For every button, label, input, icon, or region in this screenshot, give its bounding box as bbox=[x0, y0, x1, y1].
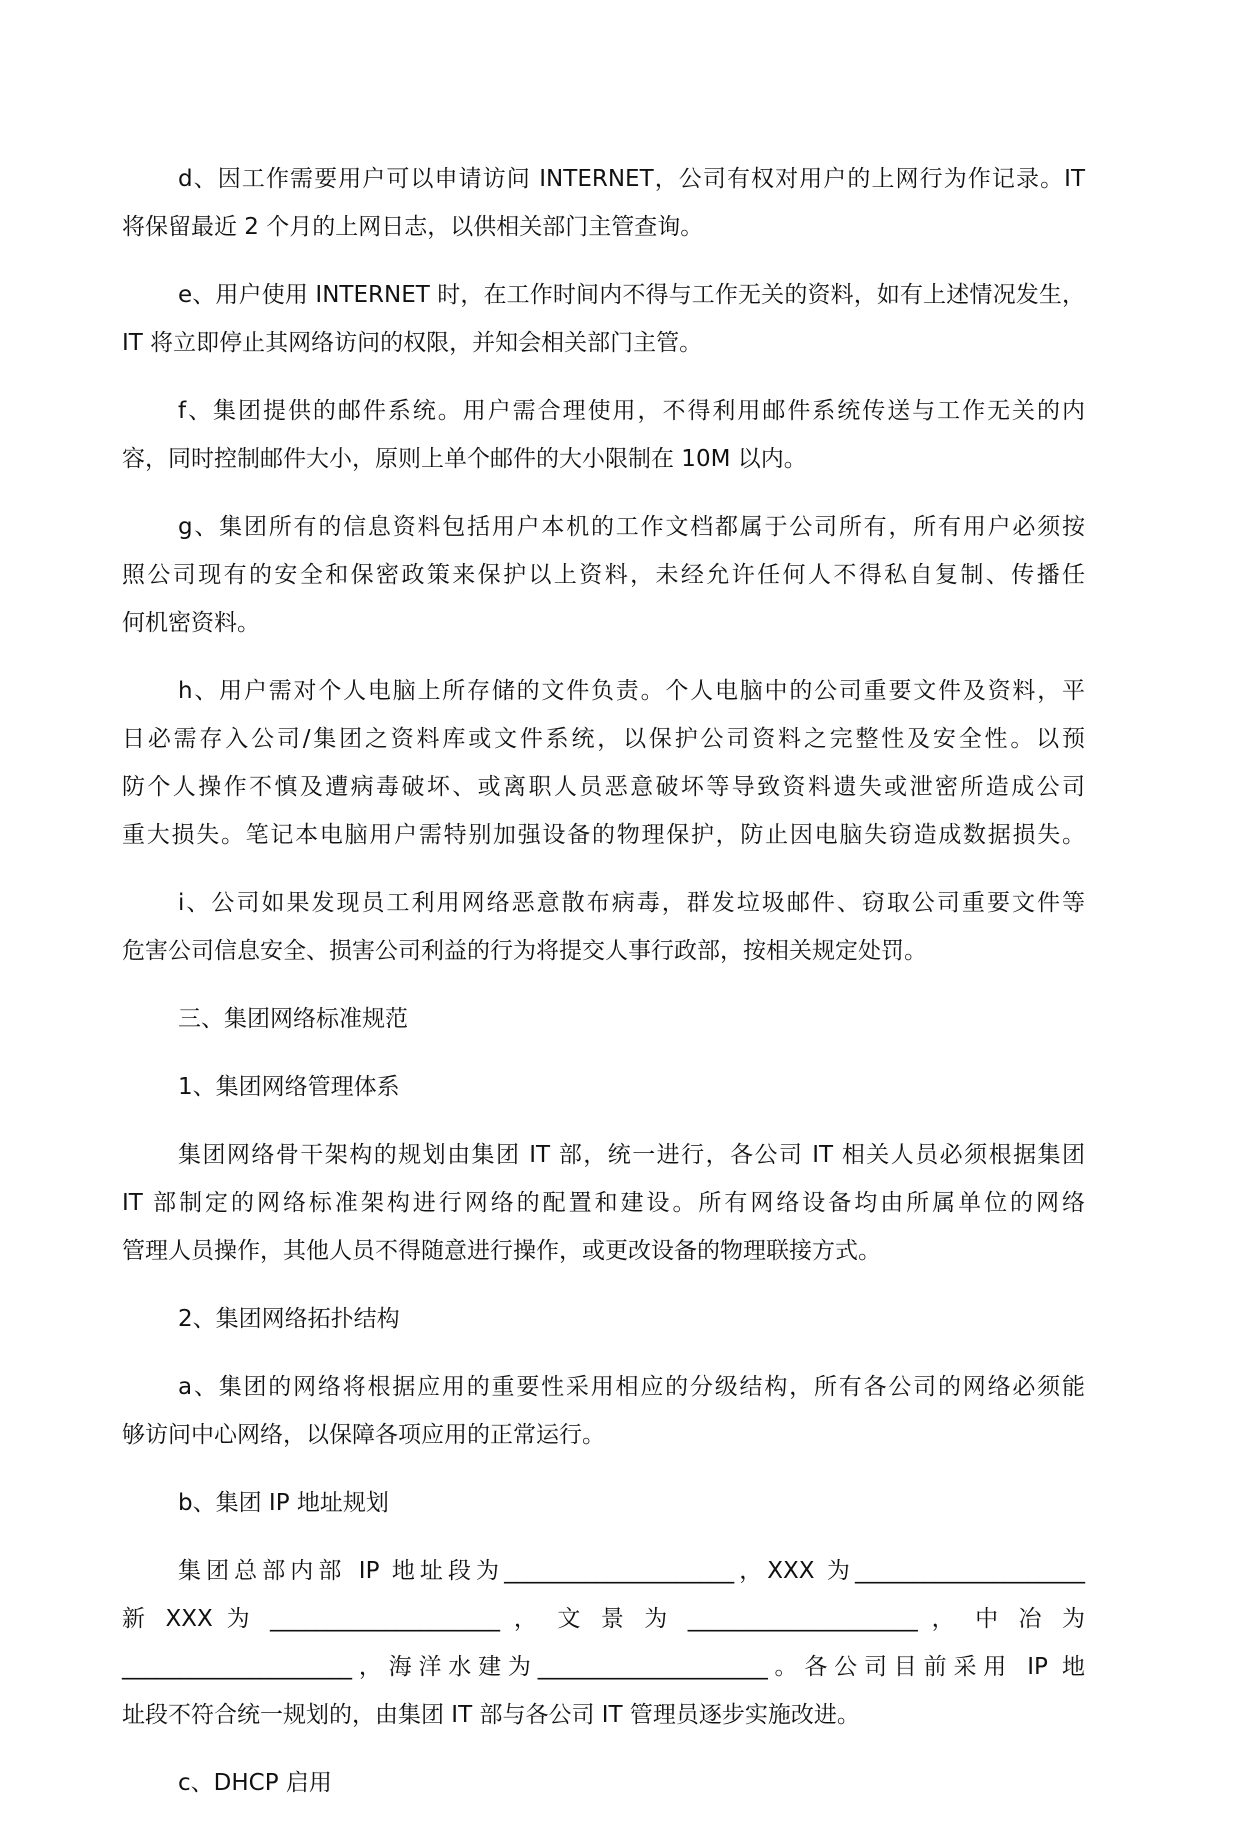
paragraph-line: e、用户使用 INTERNET 时，在工作时间内不得与工作无关的资料，如有上述情况发生， bbox=[178, 282, 1085, 308]
paragraph-line: i、公司如果发现员工利用网络恶意散布病毒，群发垃圾邮件、窃取公司重要文件等 bbox=[178, 890, 1085, 916]
paragraph-e bbox=[122, 271, 1085, 367]
paragraph-line: 将保留最近 2 个月的上网日志，以供相关部门主管查询。 bbox=[122, 214, 704, 240]
paragraph-line: 危害公司信息安全、损害公司利益的行为将提交人事行政部，按相关规定处罚。 bbox=[122, 938, 927, 964]
paragraph-line: IT 将立即停止其网络访问的权限，并知会相关部门主管。 bbox=[122, 330, 703, 356]
paragraph-line: 够访问中心网络，以保障各项应用的正常运行。 bbox=[122, 1422, 605, 1448]
paragraph-line: 新 XXX 为 ____________________ ， 文 景 为 ____________________ ， 中 冶 为 bbox=[122, 1606, 1085, 1632]
paragraph-line: 址段不符合统一规划的，由集团 IT 部与各公司 IT 管理员逐步实施改进。 bbox=[122, 1702, 860, 1728]
section-heading: 三、集团网络标准规范 bbox=[178, 1006, 408, 1032]
paragraph-line: f、集团提供的邮件系统。用户需合理使用，不得利用邮件系统传送与工作无关的内 bbox=[178, 398, 1085, 424]
paragraph-line: ____________________，海洋水建为____________________。各公司目前采用 IP 地 bbox=[122, 1654, 1085, 1680]
paragraph-line: d、因工作需要用户可以申请访问 INTERNET，公司有权对用户的上网行为作记录。IT bbox=[178, 166, 1085, 192]
paragraph-line: g、集团所有的信息资料包括用户本机的工作文档都属于公司所有，所有用户必须按 bbox=[178, 514, 1085, 540]
paragraph-line: a、集团的网络将根据应用的重要性采用相应的分级结构，所有各公司的网络必须能 bbox=[178, 1374, 1085, 1400]
item-heading-b: b、集团 IP 地址规划 bbox=[178, 1490, 389, 1516]
paragraph-line: 管理人员操作，其他人员不得随意进行操作，或更改设备的物理联接方式。 bbox=[122, 1238, 881, 1264]
paragraph-line: 何机密资料。 bbox=[122, 610, 260, 636]
paragraph-line: 容，同时控制邮件大小，原则上单个邮件的大小限制在 10M 以内。 bbox=[122, 446, 807, 472]
subsection-heading: 2、集团网络拓扑结构 bbox=[178, 1306, 400, 1332]
item-heading-c: c、DHCP 启用 bbox=[178, 1770, 332, 1796]
paragraph-line: 照公司现有的安全和保密政策来保护以上资料，未经允许任何人不得私自复制、传播任 bbox=[122, 562, 1085, 588]
paragraph-line: 重大损失。笔记本电脑用户需特别加强设备的物理保护，防止因电脑失窃造成数据损失。 bbox=[122, 822, 1085, 848]
paragraph-line: 集团总部内部 IP 地址段为____________________，XXX 为____________________ bbox=[178, 1558, 1085, 1584]
paragraph-line: 防个人操作不慎及遭病毒破坏、或离职人员恶意破坏等导致资料遗失或泄密所造成公司 bbox=[122, 774, 1085, 800]
paragraph-line: h、用户需对个人电脑上所存储的文件负责。个人电脑中的公司重要文件及资料，平 bbox=[178, 678, 1085, 704]
paragraph-ip-plan bbox=[122, 1547, 1085, 1739]
paragraph-line: IT 部制定的网络标准架构进行网络的配置和建设。所有网络设备均由所属单位的网络 bbox=[122, 1190, 1085, 1216]
paragraph-network-management bbox=[122, 1131, 1085, 1275]
paragraph-a bbox=[122, 1363, 1085, 1459]
paragraph-line: 集团网络骨干架构的规划由集团 IT 部，统一进行，各公司 IT 相关人员必须根据集团 bbox=[178, 1142, 1085, 1168]
paragraph-d bbox=[122, 155, 1085, 251]
paragraph-line: 日必需存入公司/集团之资料库或文件系统，以保护公司资料之完整性及安全性。以预 bbox=[122, 726, 1085, 752]
paragraph-f bbox=[122, 387, 1085, 483]
document-page bbox=[122, 155, 1085, 1827]
paragraph-i bbox=[122, 879, 1085, 975]
subsection-heading: 1、集团网络管理体系 bbox=[178, 1074, 400, 1100]
paragraph-h bbox=[122, 667, 1085, 859]
paragraph-g bbox=[122, 503, 1085, 647]
